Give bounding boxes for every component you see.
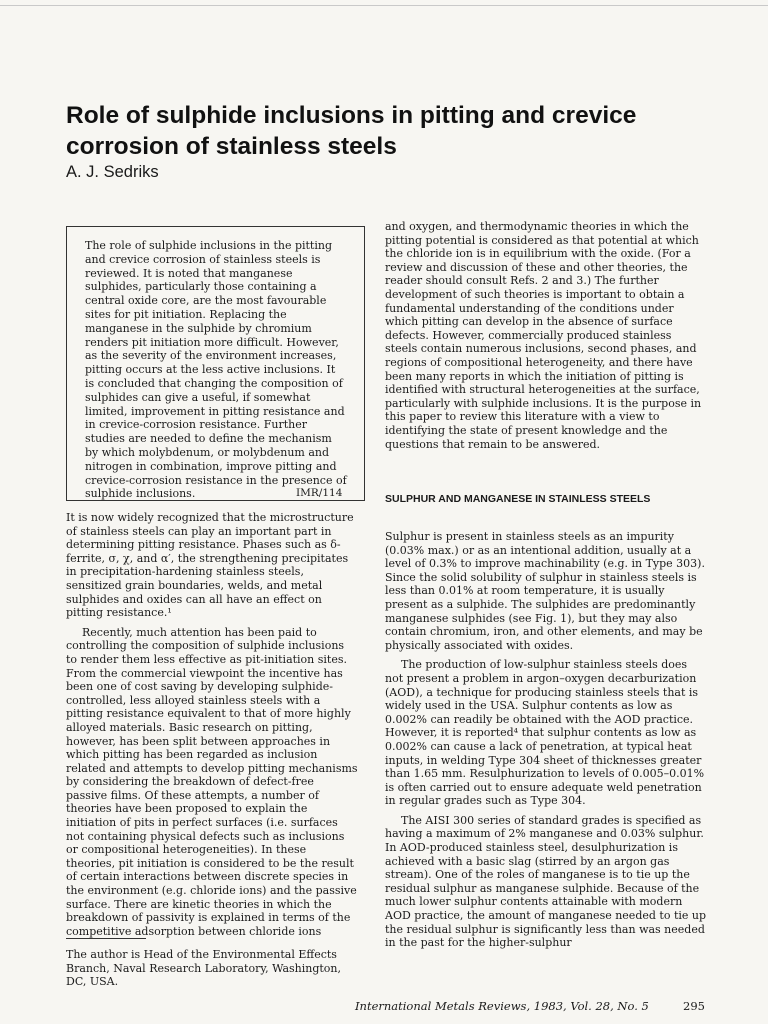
top-rule <box>0 5 768 6</box>
right-paragraph-1: and oxygen, and thermodynamic theories in which the pitting potential is considered as that potential at which the chloride ion is in equilibrium with the oxide. (For a review and discussion of these and other theories, the reader should consult Refs. 2 and 3.) The further development of such theories is important to obtain a fundamental understanding of the conditions under which pitting can develop in the absence of surface defects. However, commercially produced stainless steels contain numerous inclusions, second phases, and regions of compositional heterogeneity, and there have been many reports in which the initiation of pitting is identified with structural heterogeneities at the surface, particularly with sulphide inclusions. It is the purpose in this paper to review this literature with a view to identifying the state of present knowledge and the questions that remain to be answered. <box>385 220 702 451</box>
section-paragraph-3: The AISI 300 series of standard grades is specified as having a maximum of 2% manganese and 0.03% sulphur. In AOD-produced stainless steel, desulphurization is achieved with a basic slag (stirred by an argon gas stream). One of the roles of manganese is to tie up the residual sulphur as manganese sulphide. Because of the much lower sulphur contents attainable with modern AOD practice, the amount of manganese needed to tie up the residual sulphur is significantly less than was needed in the past for the higher-sulphur <box>385 813 707 950</box>
abstract-text: The role of sulphide inclusions in the pitting and crevice corrosion of stainless steels is reviewed. It is noted that manganese sulphides, particularly those containing a central oxide core, are the most favourable sites for pit initiation. Replacing the manganese in the sulphide by chromium renders pit initiation more difficult. However, as the severity of the environment increases, pitting occurs at the less active inclusions. It is concluded that changing the composition of sulphides can give a useful, if somewhat limited, improvement in pitting resistance and in crevice-corrosion resistance. Further studies are needed to define the mechanism by which molybdenum, or molybdenum and nitrogen in combination, improve pitting and crevice-corrosion resistance in the presence of sulphide inclusions. <box>85 239 347 501</box>
section-heading: SULPHUR AND MANGANESE IN STAINLESS STEELS <box>385 493 651 505</box>
left-column <box>66 511 358 938</box>
page-footer <box>355 999 705 1013</box>
right-column-top <box>385 220 705 451</box>
footnote-rule <box>66 938 146 939</box>
article-code: IMR/114 <box>296 487 343 499</box>
section-paragraph-1: Sulphur is present in stainless steels as an impurity (0.03% max.) or as an intentional addition, usually at a level of 0.3% to improve machinability (e.g. in Type 303). Since the solid solubility of sulphur in stainless steels is less than 0.01% at room temperature, it is usually present as a sulphide. The sulphides are predominantly manganese sulphides (see Fig. 1), but they may also contain chromium, iron, and other elements, and may be physically associated with oxides. <box>385 530 705 652</box>
author-footnote: The author is Head of the Environmental Effects Branch, Naval Research Laboratory, Washington, DC, USA. <box>66 948 341 989</box>
article-author: A. J. Sedriks <box>66 163 159 181</box>
intro-paragraph-1: It is now widely recognized that the microstructure of stainless steels can play an important part in determining pitting resistance. Phases such as δ-ferrite, σ, χ, and α′, the strengthening precipitates in precipitation-hardening stainless steels, sensitized grain boundaries, welds, and metal sulphides and oxides can all have an effect on pitting resistance.¹ <box>66 511 354 620</box>
right-column-section <box>385 530 707 950</box>
page-number: 295 <box>683 999 705 1013</box>
journal-citation: International Metals Reviews, 1983, Vol. 28, No. 5 <box>355 999 649 1013</box>
article-title: Role of sulphide inclusions in pitting and crevice corrosion of stainless steels <box>66 102 637 160</box>
section-paragraph-2: The production of low-sulphur stainless steels does not present a problem in argon–oxygen decarburization (AOD), a technique for producing stainless steels that is widely used in the USA. Sulphur contents as low as 0.002% can readily be obtained with the AOD practice. However, it is reported⁴ that sulphur contents as low as 0.002% can cause a lack of penetration, at typical heat inputs, in welding Type 304 sheet of thicknesses greater than 1.65 mm. Resulphurization to levels of 0.005–0.01% is often carried out to ensure adequate weld penetration in regular grades such as Type 304. <box>385 658 705 808</box>
intro-paragraph-2: Recently, much attention has been paid to controlling the composition of sulphide inclusions to render them less effective as pit-initiation sites. From the commercial viewpoint the incentive has been one of cost saving by developing sulphide-controlled, less alloyed stainless steels with a pitting resistance equivalent to that of more highly alloyed materials. Basic research on pitting, however, has been split between approaches in which pitting has been regarded as inclusion related and attempts to develop pitting mechanisms by considering the breakdown of defect-free passive films. Of these attempts, a number of theories have been proposed to explain the initiation of pits in perfect surfaces (i.e. surfaces not containing physical defects such as inclusions or compositional heterogeneities). In these theories, pit initiation is considered to be the result of certain interactions between discrete species in the environment (e.g. chloride ions) and the passive surface. There are kinetic theories in which the breakdown of passivity is explained in terms of the competitive adsorption between chloride ions <box>66 625 358 938</box>
